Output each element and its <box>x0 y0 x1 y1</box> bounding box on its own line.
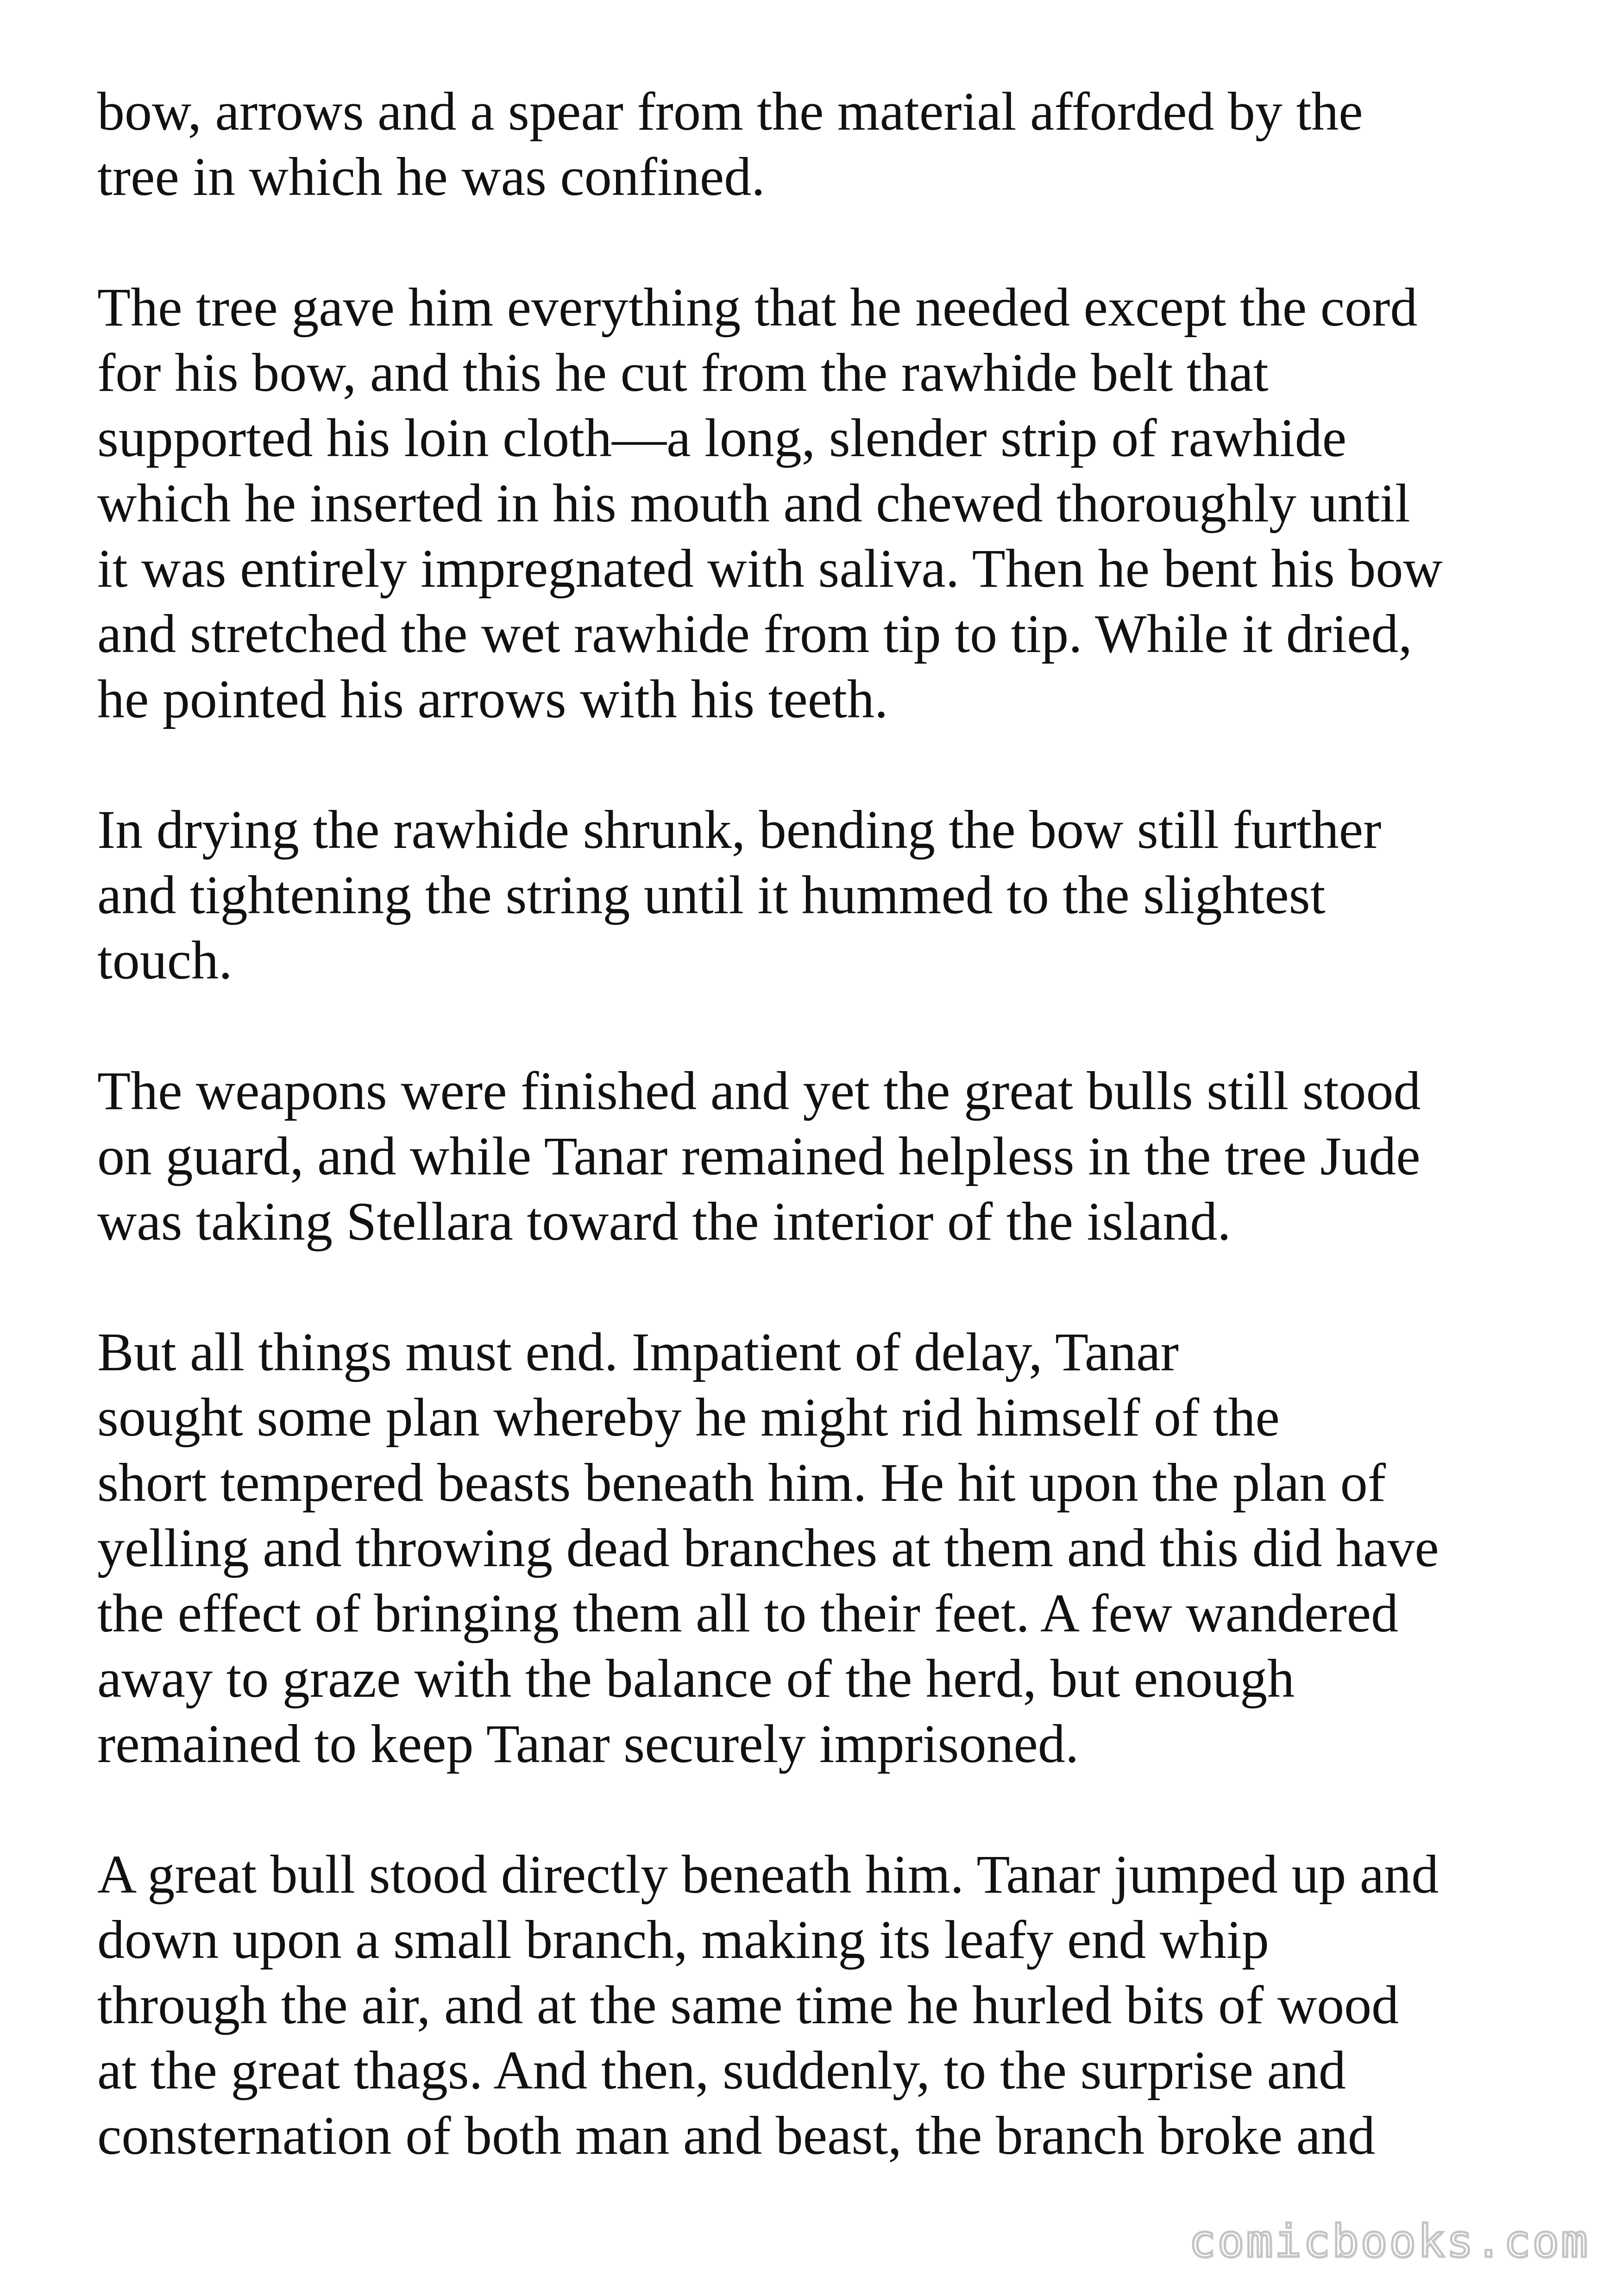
body-text <box>97 79 1556 2233</box>
text-line: for his bow, and this he cut from the rawhide belt that <box>97 342 1269 403</box>
text-line: and tightening the string until it hummed to the slightest <box>97 865 1326 925</box>
text-line: But all things must end. Impatient of delay, Tanar <box>97 1322 1179 1382</box>
text-line: A great bull stood directly beneath him. Tanar jumped up and <box>97 1844 1439 1905</box>
text-line: through the air, and at the same time he hurled bits of wood <box>97 1975 1399 2035</box>
text-line: touch. <box>97 930 233 991</box>
text-line: remained to keep Tanar securely imprisoned. <box>97 1713 1079 1774</box>
text-line: consternation of both man and beast, the branch broke and <box>97 2105 1375 2166</box>
text-line: short tempered beasts beneath him. He hit upon the plan of <box>97 1452 1386 1513</box>
text-line: at the great thags. And then, suddenly, to the surprise and <box>97 2040 1346 2101</box>
text-line: tree in which he was confined. <box>97 146 765 207</box>
paragraph <box>97 1319 1556 1776</box>
paragraph <box>97 275 1556 732</box>
text-line: supported his loin cloth—a long, slender strip of rawhide <box>97 408 1347 468</box>
text-line: down upon a small branch, making its leafy end whip <box>97 1909 1269 1970</box>
text-line: the effect of bringing them all to their feet. A few wandered <box>97 1583 1399 1644</box>
text-line: The tree gave him everything that he needed except the cord <box>97 277 1418 338</box>
text-line: was taking Stellara toward the interior of the island. <box>97 1191 1231 1252</box>
paragraph <box>97 1058 1556 1254</box>
paragraph <box>97 79 1556 209</box>
watermark-logo: comicbooks.com <box>1188 2215 1590 2267</box>
paragraph <box>97 797 1556 993</box>
text-line: he pointed his arrows with his teeth. <box>97 669 888 729</box>
text-line: sought some plan whereby he might rid himself of the <box>97 1387 1280 1448</box>
text-line: on guard, and while Tanar remained helpless in the tree Jude <box>97 1126 1421 1186</box>
text-line: which he inserted in his mouth and chewed thoroughly until <box>97 473 1410 533</box>
text-line: away to graze with the balance of the herd, but enough <box>97 1648 1295 1709</box>
paragraph <box>97 1842 1556 2168</box>
text-line: and stretched the wet rawhide from tip to tip. While it dried, <box>97 603 1412 664</box>
text-line: The weapons were finished and yet the great bulls still stood <box>97 1060 1421 1121</box>
text-line: it was entirely impregnated with saliva. Then he bent his bow <box>97 538 1443 599</box>
text-line: yelling and throwing dead branches at them and this did have <box>97 1518 1439 1578</box>
text-line: In drying the rawhide shrunk, bending the bow still further <box>97 799 1382 860</box>
text-line: bow, arrows and a spear from the material afforded by the <box>97 81 1363 142</box>
